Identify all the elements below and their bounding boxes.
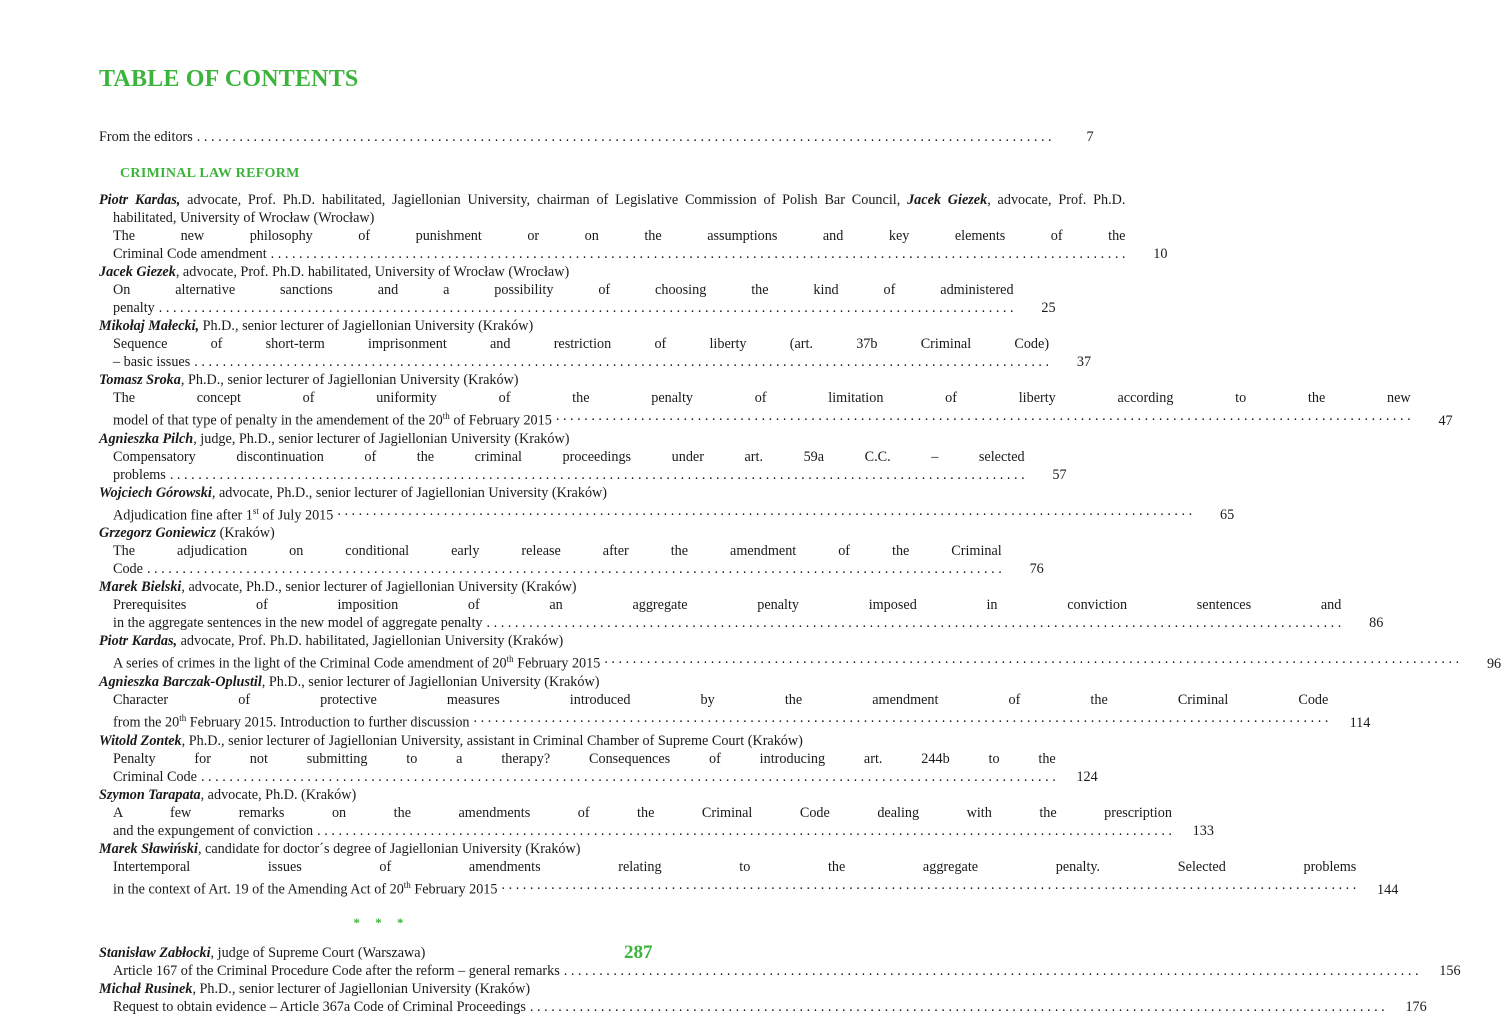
- entry-page: 7: [1086, 129, 1094, 145]
- entry-page: 156: [1439, 962, 1461, 979]
- toc-entry[interactable]: [99, 484, 1235, 525]
- entry-page: 76: [1029, 561, 1044, 578]
- entry-body: [99, 980, 1385, 1016]
- entry-title-last: problems: [113, 466, 166, 483]
- page-number: 287: [624, 942, 653, 963]
- entry-page: 144: [1377, 881, 1399, 898]
- toc-entry[interactable]: [99, 317, 1092, 371]
- toc-entry[interactable]: [99, 673, 1371, 732]
- entry-title-last: Criminal Code amendment: [113, 246, 267, 262]
- toc-entry[interactable]: [99, 430, 1067, 484]
- table-of-contents: [99, 128, 1501, 1016]
- toc-entry[interactable]: [99, 732, 1098, 786]
- toc-entry[interactable]: [99, 524, 1044, 578]
- entry-list: [99, 191, 1501, 899]
- dot-leader: [552, 407, 1411, 430]
- entry-authors: Marek Bielski, advocate, Ph.D., senior lecturer of Jagiellonian University (Kraków): [99, 579, 577, 596]
- entry-title-line: Prerequisites of imposition of an aggregate penalty imposed in conviction sentences and: [113, 597, 1342, 614]
- entry-title-last: – basic issues: [113, 354, 191, 370]
- entry-authors: Stanisław Zabłocki, judge of Supreme Court (Warszawa): [99, 944, 426, 961]
- entry-body: [99, 484, 1192, 525]
- entry-title-last: Criminal Code: [113, 768, 197, 785]
- entry-page: 65: [1219, 507, 1235, 524]
- entry-page: 10: [1153, 246, 1168, 262]
- entry-title-last: penalty: [113, 300, 155, 316]
- dot-leader: [267, 245, 1126, 263]
- dot-leader: [600, 650, 1459, 673]
- toc-entry[interactable]: [99, 191, 1168, 263]
- entry-list-2: [99, 944, 1461, 1016]
- entry-page: 114: [1349, 714, 1371, 731]
- entry-page: 86: [1369, 615, 1384, 632]
- entry-authors: Grzegorz Goniewicz (Kraków): [99, 525, 275, 542]
- toc-entry[interactable]: [99, 944, 1461, 980]
- entry-title-last: Article 167 of the Criminal Procedure Code after the reform – general remarks: [113, 962, 560, 979]
- entry-page: 57: [1052, 466, 1067, 483]
- toc-entry[interactable]: [99, 578, 1384, 632]
- entry-body: [99, 732, 1056, 786]
- section-heading: CRIMINAL LAW REFORM: [120, 166, 300, 181]
- entry-authors: Agnieszka Pilch, judge, Ph.D., senior lecturer of Jagiellonian University (Kraków): [99, 430, 570, 447]
- entry-page: 176: [1405, 998, 1427, 1015]
- entry-title-last: and the expungement of conviction: [113, 822, 314, 839]
- entry-authors: Mikołaj Małecki, Ph.D., senior lecturer of Jagiellonian University (Kraków): [99, 318, 534, 334]
- toc-entry-from-editors[interactable]: [99, 128, 1094, 146]
- entry-body: [99, 632, 1459, 673]
- entry-authors: Tomasz Sroka, Ph.D., senior lecturer of Jagiellonian University (Kraków): [99, 372, 519, 388]
- dot-leader: [483, 614, 1342, 632]
- separator: * * *: [353, 914, 410, 930]
- toc-entry[interactable]: [99, 371, 1453, 430]
- toc-entry[interactable]: [99, 980, 1427, 1016]
- entry-title-last: model of that type of penalty in the amendement of the 20th of February 2015: [113, 411, 552, 429]
- entry-body: [99, 786, 1172, 840]
- dot-leader: [313, 822, 1172, 840]
- entry-authors: Wojciech Górowski, advocate, Ph.D., senior lecturer of Jagiellonian University (Kraków): [99, 484, 608, 501]
- entry-body: [99, 578, 1341, 632]
- entry-title-last: Request to obtain evidence – Article 367a Code of Criminal Proceedings: [113, 998, 526, 1015]
- entry-body: [99, 317, 1049, 371]
- entry-authors: Witold Zontek, Ph.D., senior lecturer of Jagiellonian University, assistant in Criminal Chamber of Supreme Court (Kraków): [99, 732, 803, 749]
- entry-title-line: The adjudication on conditional early release after the amendment of the Criminal: [113, 543, 1002, 560]
- entry-body: [99, 944, 1419, 980]
- dot-leader: [197, 768, 1056, 786]
- entry-authors: Michał Rusinek, Ph.D., senior lecturer of Jagiellonian University (Kraków): [99, 980, 531, 997]
- entry-body: [99, 191, 1125, 263]
- entry-title-line: Character of protective measures introduced by the amendment of the Criminal Code: [113, 692, 1329, 709]
- dot-leader: [143, 560, 1002, 578]
- entry-title-last: in the context of Art. 19 of the Amending Act of 20th February 2015: [113, 879, 498, 898]
- entry-authors: Jacek Giezek, advocate, Prof. Ph.D. habilitated, University of Wrocław (Wrocław): [99, 264, 570, 280]
- toc-entry[interactable]: [99, 786, 1214, 840]
- entry-body: [99, 840, 1356, 899]
- entry-title-last: from the 20th February 2015. Introduction to further discussion: [113, 713, 470, 731]
- toc-entry[interactable]: [99, 840, 1399, 899]
- entry-title-last: Code: [113, 561, 143, 578]
- dot-leader: [333, 502, 1192, 525]
- entry-title-last: A series of crimes in the light of the Criminal Code amendment of 20th February 2015: [113, 654, 601, 673]
- entry-body: [99, 524, 1002, 578]
- page-title: TABLE OF CONTENTS: [99, 66, 359, 92]
- dot-leader: [560, 962, 1419, 980]
- dot-leader: [470, 709, 1329, 732]
- entry-authors: Szymon Tarapata, advocate, Ph.D. (Kraków): [99, 786, 357, 803]
- entry-body: [99, 263, 1014, 317]
- toc-entry[interactable]: [99, 632, 1501, 673]
- entry-authors: Piotr Kardas, advocate, Prof. Ph.D. habilitated, Jagiellonian University, chairman of Legislative Commission of Polish Bar Council, Jacek Giezek, advocate, Prof. Ph.D. habilitated, University of Wrocław (Wrocław): [99, 192, 1126, 226]
- entry-body: [99, 430, 1025, 484]
- dot-leader: [193, 128, 1052, 146]
- entry-title-line: Sequence of short-term imprisonment and restriction of liberty (art. 37b Criminal Code): [113, 336, 1050, 352]
- entry-page: 133: [1192, 822, 1214, 839]
- entry-page: 124: [1076, 768, 1098, 785]
- entry-title-line: Penalty for not submitting to a therapy? Consequences of introducing art. 244b to the: [113, 750, 1056, 767]
- entry-title-line: The concept of uniformity of the penalty of limitation of liberty according to the new: [113, 390, 1411, 406]
- entry-body: [99, 371, 1411, 430]
- entry-title-last: in the aggregate sentences in the new model of aggregate penalty: [113, 615, 483, 632]
- entry-authors: Marek Sławiński, candidate for doctor´s degree of Jagiellonian University (Kraków): [99, 840, 581, 857]
- entry-title-line: Intertemporal issues of amendments relating to the aggregate penalty. Selected problems: [113, 858, 1357, 875]
- dot-leader: [190, 353, 1049, 371]
- entry-title-last: Adjudication fine after 1st of July 2015: [113, 505, 334, 524]
- entry-title-line: The new philosophy of punishment or on the assumptions and key elements of the: [113, 228, 1126, 244]
- toc-entry[interactable]: [99, 263, 1056, 317]
- entry-page: 96: [1486, 656, 1501, 673]
- dot-leader: [498, 876, 1357, 899]
- entry-authors: Piotr Kardas, advocate, Prof. Ph.D. habilitated, Jagiellonian University (Kraków): [99, 633, 564, 650]
- entry-authors: Agnieszka Barczak-Oplustil, Ph.D., senior lecturer of Jagiellonian University (Kraków): [99, 674, 600, 691]
- entry-title: From the editors: [99, 129, 193, 145]
- entry-page: 25: [1041, 300, 1056, 316]
- entry-title-line: On alternative sanctions and a possibility of choosing the kind of administered: [113, 282, 1014, 298]
- dot-leader: [166, 466, 1025, 484]
- dot-leader: [526, 998, 1385, 1016]
- entry-page: 37: [1076, 354, 1092, 370]
- entry-page: 47: [1438, 412, 1453, 429]
- entry-body: [99, 673, 1328, 732]
- entry-title-line: Compensatory discontinuation of the criminal proceedings under art. 59a C.C. – selected: [113, 448, 1025, 465]
- dot-leader: [155, 299, 1014, 317]
- entry-title-line: A few remarks on the amendments of the Criminal Code dealing with the prescription: [113, 804, 1172, 821]
